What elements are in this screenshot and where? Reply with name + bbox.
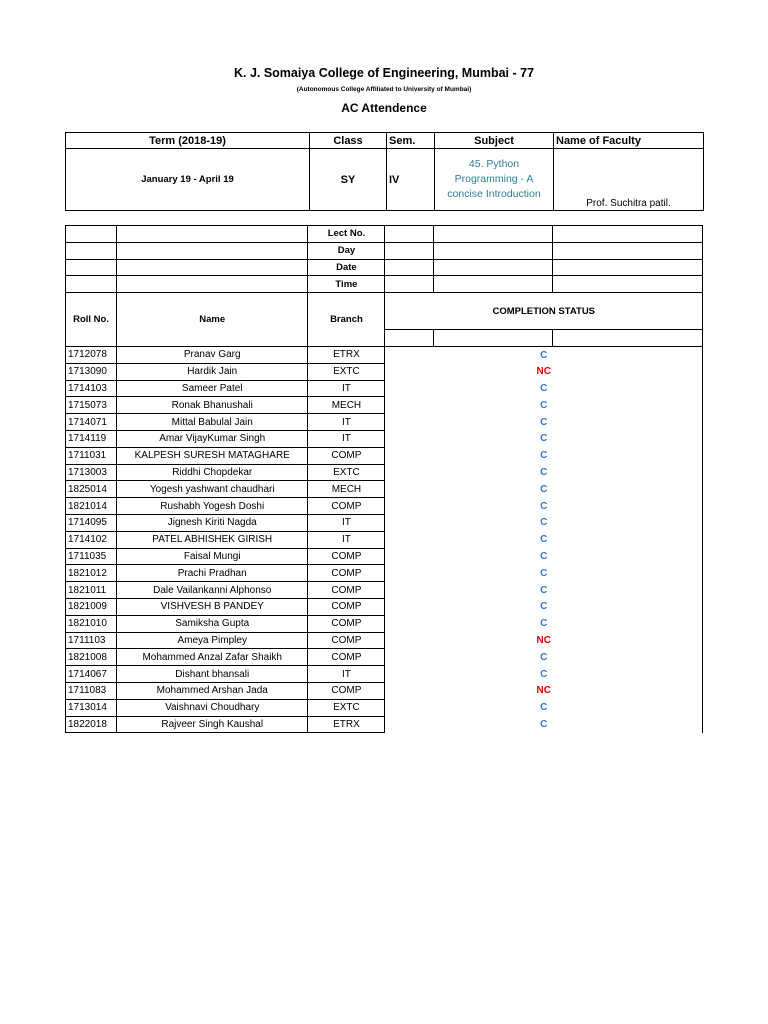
student-name-cell: Prachi Pradhan [117, 565, 308, 582]
roll-no-cell: 1821009 [66, 598, 117, 615]
term-value: January 19 - April 19 [66, 149, 310, 211]
completion-status-cell: C [385, 414, 703, 431]
table-row [66, 682, 703, 699]
completion-status-cell: C [385, 514, 703, 531]
branch-cell: IT [308, 531, 385, 548]
completion-status-cell: C [385, 699, 703, 716]
college-title: K. J. Somaiya College of Engineering, Mumbai - 77 [233, 66, 535, 80]
student-name-cell: PATEL ABHISHEK GIRISH [117, 531, 308, 548]
table-row [66, 531, 703, 548]
student-name-cell: Dale Vailankanni Alphonso [117, 582, 308, 599]
completion-status-cell: C [385, 464, 703, 481]
completion-status-cell: C [385, 716, 703, 733]
student-name-cell: Jignesh Kiriti Nagda [117, 514, 308, 531]
table-row [66, 649, 703, 666]
table-row [66, 346, 703, 363]
completion-status-cell: C [385, 666, 703, 683]
table-row [66, 582, 703, 599]
branch-cell: COMP [308, 548, 385, 565]
table-row [66, 632, 703, 649]
sem-value: IV [387, 149, 435, 211]
roll-no-cell: 1821012 [66, 565, 117, 582]
completion-status-header: COMPLETION STATUS [385, 293, 703, 330]
roll-no-cell: 1714071 [66, 414, 117, 431]
date-label: Date [308, 259, 385, 276]
completion-status-cell: NC [385, 632, 703, 649]
branch-cell: EXTC [308, 464, 385, 481]
table-row [66, 447, 703, 464]
subject-value: 45. Python Programming - A concise Introduction [435, 149, 554, 211]
student-name-cell: Yogesh yashwant chaudhari [117, 481, 308, 498]
table-row [66, 514, 703, 531]
sem-header: Sem. [387, 133, 435, 149]
branch-cell: IT [308, 666, 385, 683]
table-row [66, 414, 703, 431]
completion-status-cell: C [385, 346, 703, 363]
table-row [66, 397, 703, 414]
student-name-cell: Dishant bhansali [117, 666, 308, 683]
student-name-cell: Amar VijayKumar Singh [117, 430, 308, 447]
lect-no-label: Lect No. [308, 226, 385, 243]
branch-cell: COMP [308, 598, 385, 615]
faculty-header: Name of Faculty [554, 133, 704, 149]
student-name-cell: Mohammed Anzal Zafar Shaikh [117, 649, 308, 666]
table-row [66, 716, 703, 733]
student-name-cell: Mohammed Arshan Jada [117, 682, 308, 699]
table-row [66, 481, 703, 498]
completion-status-cell: C [385, 397, 703, 414]
branch-cell: EXTC [308, 699, 385, 716]
branch-cell: COMP [308, 565, 385, 582]
student-name-cell: Samiksha Gupta [117, 615, 308, 632]
roll-no-cell: 1712078 [66, 346, 117, 363]
table-row [66, 598, 703, 615]
branch-cell: ETRX [308, 346, 385, 363]
completion-status-cell: C [385, 615, 703, 632]
branch-cell: COMP [308, 447, 385, 464]
completion-status-cell: C [385, 548, 703, 565]
student-name-cell: Hardik Jain [117, 363, 308, 380]
table-row [66, 565, 703, 582]
table-row [66, 380, 703, 397]
roll-no-cell: 1714119 [66, 430, 117, 447]
roll-no-cell: 1714102 [66, 531, 117, 548]
class-value: SY [310, 149, 387, 211]
roll-no-cell: 1713090 [66, 363, 117, 380]
roll-no-cell: 1821014 [66, 498, 117, 515]
student-name-cell: Faisal Mungi [117, 548, 308, 565]
faculty-value: Prof. Suchitra patil. [554, 149, 704, 211]
branch-cell: MECH [308, 481, 385, 498]
table-row [66, 548, 703, 565]
branch-cell: COMP [308, 615, 385, 632]
student-name-cell: VISHVESH B PANDEY [117, 598, 308, 615]
roll-no-cell: 1714103 [66, 380, 117, 397]
affiliation-note: (Autonomous College Affiliated to University of Mumbai) [296, 86, 472, 93]
roll-no-cell: 1714095 [66, 514, 117, 531]
roll-no-header: Roll No. [66, 293, 117, 347]
roll-no-cell: 1825014 [66, 481, 117, 498]
branch-cell: EXTC [308, 363, 385, 380]
student-name-cell: Sameer Patel [117, 380, 308, 397]
student-name-cell: Ronak Bhanushali [117, 397, 308, 414]
roll-no-cell: 1713003 [66, 464, 117, 481]
table-row [66, 615, 703, 632]
completion-status-cell: C [385, 582, 703, 599]
roll-no-cell: 1714067 [66, 666, 117, 683]
roll-no-cell: 1711035 [66, 548, 117, 565]
completion-status-cell: C [385, 481, 703, 498]
student-name-cell: Mittal Babulal Jain [117, 414, 308, 431]
term-header: Term (2018-19) [66, 133, 310, 149]
student-name-cell: Ameya Pimpley [117, 632, 308, 649]
completion-status-cell: C [385, 649, 703, 666]
day-label: Day [308, 242, 385, 259]
student-name-cell: Riddhi Chopdekar [117, 464, 308, 481]
branch-cell: ETRX [308, 716, 385, 733]
roll-no-cell: 1711083 [66, 682, 117, 699]
branch-cell: COMP [308, 582, 385, 599]
completion-status-cell: C [385, 380, 703, 397]
student-name-cell: Pranav Garg [117, 346, 308, 363]
branch-cell: COMP [308, 498, 385, 515]
table-row [66, 464, 703, 481]
completion-status-cell: C [385, 531, 703, 548]
completion-status-cell: NC [385, 363, 703, 380]
roll-no-cell: 1713014 [66, 699, 117, 716]
roll-no-cell: 1711103 [66, 632, 117, 649]
branch-cell: IT [308, 414, 385, 431]
branch-cell: IT [308, 430, 385, 447]
table-row [66, 430, 703, 447]
roll-no-cell: 1821010 [66, 615, 117, 632]
subject-header: Subject [435, 133, 554, 149]
roll-no-cell: 1715073 [66, 397, 117, 414]
student-name-cell: Vaishnavi Choudhary [117, 699, 308, 716]
branch-cell: IT [308, 514, 385, 531]
student-name-cell: Rushabh Yogesh Doshi [117, 498, 308, 515]
completion-status-cell: C [385, 447, 703, 464]
name-header: Name [117, 293, 308, 347]
completion-status-cell: C [385, 430, 703, 447]
roll-no-cell: 1821011 [66, 582, 117, 599]
roll-no-cell: 1711031 [66, 447, 117, 464]
roll-no-cell: 1821008 [66, 649, 117, 666]
class-header: Class [310, 133, 387, 149]
branch-cell: COMP [308, 632, 385, 649]
completion-status-cell: C [385, 498, 703, 515]
student-name-cell: KALPESH SURESH MATAGHARE [117, 447, 308, 464]
course-info-table [65, 132, 704, 211]
table-row [66, 363, 703, 380]
table-row [66, 699, 703, 716]
table-row [66, 666, 703, 683]
completion-status-cell: NC [385, 682, 703, 699]
branch-cell: MECH [308, 397, 385, 414]
branch-cell: COMP [308, 649, 385, 666]
branch-header: Branch [308, 293, 385, 347]
table-row [66, 498, 703, 515]
student-name-cell: Rajveer Singh Kaushal [117, 716, 308, 733]
time-label: Time [308, 276, 385, 293]
branch-cell: IT [308, 380, 385, 397]
completion-status-cell: C [385, 598, 703, 615]
completion-status-cell: C [385, 565, 703, 582]
attendance-table [65, 225, 703, 733]
roll-no-cell: 1822018 [66, 716, 117, 733]
branch-cell: COMP [308, 682, 385, 699]
sheet-title: AC Attendence [341, 101, 427, 115]
